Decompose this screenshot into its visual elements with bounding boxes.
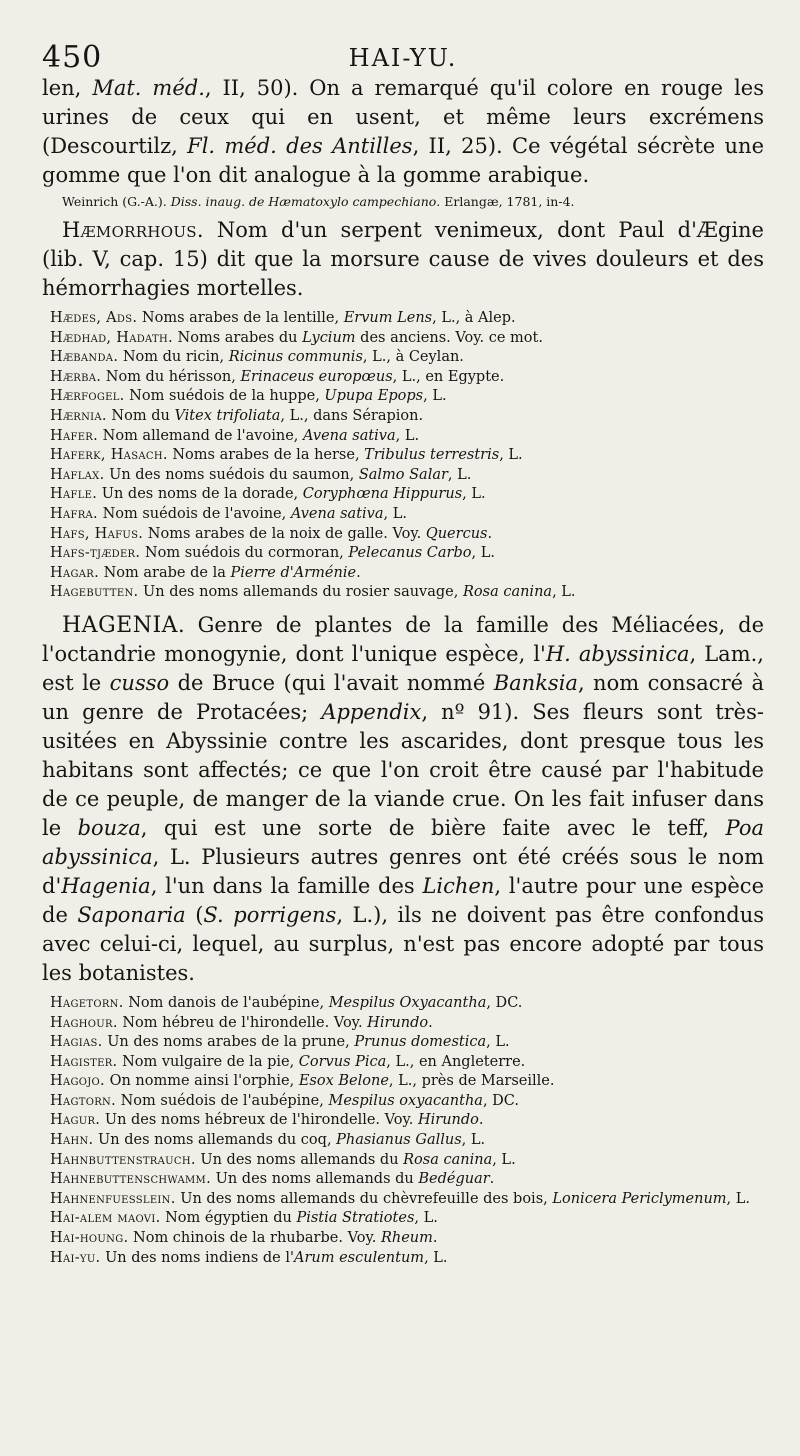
list-item: Hafer. Nom allemand de l'avoine, Avena sativa, L. [50, 427, 420, 444]
list-item: Hærba. Nom du hérisson, Erinaceus europœus, L., en Egypte. [50, 368, 505, 385]
bibliography-line: Weinrich (G.-A.). Diss. inaug. de Hæmatoxylo campechiano. Erlangæ, 1781, in-4. [62, 194, 575, 209]
list-item: Hædhad, Hadath. Noms arabes du Lycium des anciens. Voy. ce mot. [50, 329, 543, 346]
list-item: Hærfogel. Nom suédois de la huppe, Upupa Epops, L. [50, 388, 447, 405]
list-item: Hagetorn. Nom danois de l'aubépine, Mespilus Oxyacantha, DC. [50, 994, 523, 1011]
list-item: Hagtorn. Nom suédois de l'aubépine, Mespilus oxyacantha, DC. [50, 1092, 519, 1109]
list-item: Haflax. Un des noms suédois du saumon, Salmo Salar, L. [50, 466, 472, 483]
list-item: Hagar. Nom arabe de la Pierre d'Arménie. [50, 564, 361, 581]
list-item: Hahn. Un des noms allemands du coq, Phasianus Gallus, L. [50, 1132, 486, 1149]
list-item: Hafs, Hafus. Noms arabes de la noix de galle. Voy. Quercus. [50, 525, 493, 542]
list-item: Hahnenfuesslein. Un des noms allemands du chèvrefeuille des bois, Lonicera Periclymenum, L. [50, 1190, 751, 1207]
list-item: Hædes, Ads. Noms arabes de la lentille, Ervum Lens, L., à Alep. [50, 310, 516, 326]
entry-list-2 [42, 994, 764, 1268]
continuation-paragraph: len, Mat. méd., II, 50). On a remarqué qu'il colore en rouge les urines de ceux qui en usent, et même leurs excrémens (Descourtilz, Fl. méd. des Antilles, II, 25). Ce végétal sécrète une gomme que l'on dit analogue à la gomme arabique. [42, 76, 765, 187]
list-item: Hærnia. Nom du Vitex trifoliata, L., dans Sérapion. [50, 407, 424, 424]
list-item: Haferk, Hasach. Noms arabes de la herse, Tribulus terrestris, L. [50, 447, 523, 464]
list-item: Hagur. Un des noms hébreux de l'hirondelle. Voy. Hirundo. [50, 1112, 484, 1129]
page-number: 450 [42, 40, 103, 75]
list-item: Hafra. Nom suédois de l'avoine, Avena sativa, L. [50, 505, 407, 522]
list-item: Hahnbuttenstrauch. Un des noms allemands du Rosa canina, L. [50, 1151, 516, 1168]
list-item: Hafle. Un des noms de la dorade, Coryphœna Hippurus, L. [50, 486, 486, 503]
list-item: Hagister. Nom vulgaire de la pie, Corvus Pica, L., en Angleterre. [50, 1053, 526, 1070]
list-item: Hahnebuttenschwamm. Un des noms allemands du Bedéguar. [50, 1171, 495, 1188]
entry-hagenia: HAGENIA. Genre de plantes de la famille des Méliacées, de l'octandrie monogynie, dont l'unique espèce, l'H. abyssinica, Lam., est le cusso de Bruce (qui l'avait nommé Banksia, nom consacré à un genre de Protacées; Appendix, nº 91). Ses fleurs sont très-usitées en Abyssinie contre les ascarides, dont presque tous les habitans sont affectés; ce que l'on croit être causé par l'habitude de ce peuple, de manger de la viande crue. On les fait infuser dans le bouza, qui est une sorte de bière faite avec le teff, Poa abyssinica, L. Plusieurs autres genres ont été créés sous le nom d'Hagenia, l'un dans la famille des Lichen, l'autre pour une espèce de Saponaria (S. porrigens, L.), ils ne doivent pas être confondus avec celui-ci, lequel, au surplus, n'est pas encore adopté par tous les botanistes. [42, 612, 764, 985]
list-item: Hagebutten. Un des noms allemands du rosier sauvage, Rosa canina, L. [50, 584, 576, 601]
list-item: Hai-alem maovi. Nom égyptien du Pistia Stratiotes, L. [50, 1210, 438, 1227]
entry-list-1 [42, 309, 764, 603]
list-item: Hafs-tjæder. Nom suédois du cormoran, Pelecanus Carbo, L. [50, 545, 495, 562]
list-item: Hagojo. On nomme ainsi l'orphie, Esox Belone, L., près de Marseille. [50, 1073, 555, 1090]
list-item: Hai-houng. Nom chinois de la rhubarbe. Voy. Rheum. [50, 1230, 438, 1247]
list-item: Hai-yu. Un des noms indiens de l'Arum esculentum, L. [50, 1249, 448, 1266]
page-header [42, 34, 764, 74]
entry-headword: Hæmorrhous [62, 218, 197, 242]
list-item: Hæbanda. Nom du ricin, Ricinus communis, L., à Ceylan. [50, 349, 464, 366]
list-item: Hagias. Un des noms arabes de la prune, Prunus domestica, L. [50, 1034, 510, 1051]
entry-haemorrhous: Hæmorrhous. Nom d'un serpent venimeux, dont Paul d'Ægine (lib. V, cap. 15) dit que la morsure cause de vives douleurs et des hémorrhagies mortelles. [42, 218, 764, 300]
entry-headword: HAGENIA [62, 612, 179, 638]
running-head: HAI-YU. [348, 44, 458, 72]
list-item: Haghour. Nom hébreu de l'hirondelle. Voy. Hirundo. [50, 1014, 433, 1031]
